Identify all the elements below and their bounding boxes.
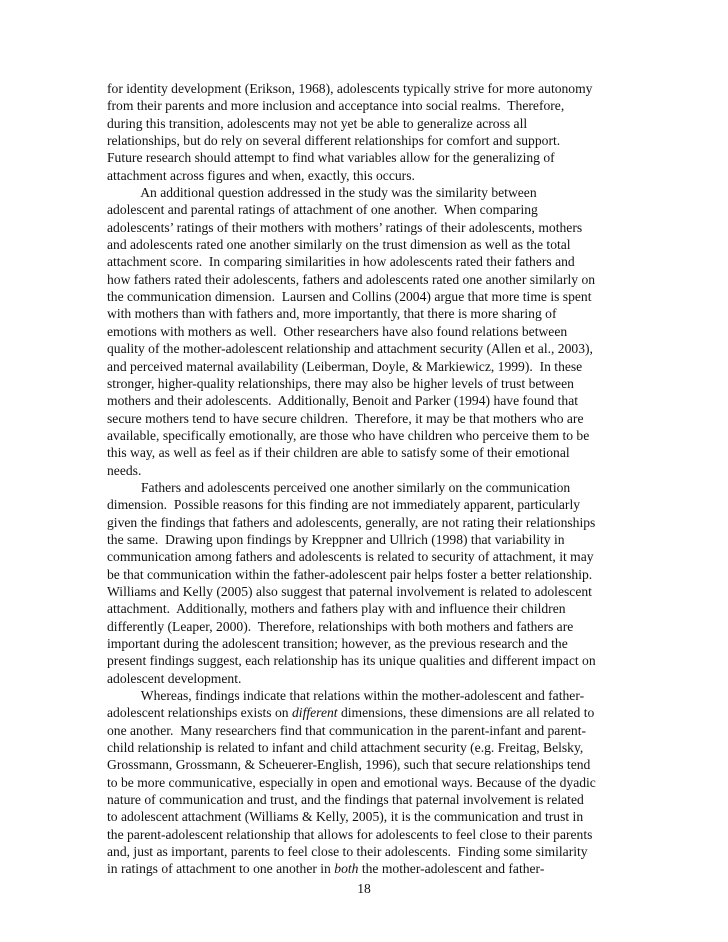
text-segment: child relationship is related to infant and child attachment security (e.g. Freitag, Belsky, — [107, 740, 584, 756]
text-segment: important during the adolescent transition; however, as the previous research and the — [107, 636, 568, 651]
text-segment: adolescent and parental ratings of attachment of one another. When comparing — [107, 202, 538, 218]
text-line — [107, 149, 627, 166]
text-segment: nature of communication and trust, and the findings that paternal involvement is related — [107, 792, 584, 808]
text-line — [107, 167, 627, 184]
text-line — [107, 236, 627, 253]
text-segment: Whereas, findings indicate that relations within the mother-adolescent and father- — [107, 688, 585, 704]
text-line — [107, 410, 627, 427]
text-segment: Fathers and adolescents perceived one another similarly on the communication — [107, 479, 571, 495]
text-line — [107, 652, 627, 669]
text-segment: available, specifically emotionally, are those who have children who perceive them to be — [107, 427, 590, 443]
text-line — [107, 323, 627, 340]
text-segment: differently (Leaper, 2000). Therefore, relationships with both mothers and fathers are — [107, 618, 574, 634]
text-line — [107, 253, 627, 270]
text-segment: present findings suggest, each relationship has its unique qualities and different impact on — [107, 653, 596, 669]
text-segment: the mother-adolescent and father- — [358, 861, 545, 877]
text-segment: relationships, but do rely on several different relationships for comfort and support. — [107, 133, 561, 149]
text-segment: and, just as important, parents to feel close to their adolescents. Finding some similarity — [107, 844, 588, 860]
text-segment: to be more communicative, especially in open and emotional ways. Because of the dyadic — [107, 774, 596, 790]
page-number: 18 — [357, 881, 371, 896]
text-segment: during this transition, adolescents may not yet be able to generalize across all — [107, 115, 528, 131]
text-segment: adolescent development. — [107, 670, 242, 686]
text-segment: to adolescent attachment (Williams & Kelly, 2005), it is the communication and trust in — [107, 809, 584, 825]
text-line — [107, 722, 627, 739]
text-segment: this way, as well as feel as if their children are able to satisfy some of their emotional — [107, 445, 570, 461]
text-segment: in ratings of attachment to one another in — [107, 861, 335, 877]
text-line — [107, 531, 627, 548]
text-segment: for identity development (Erikson, 1968), adolescents typically strive for more autonomy — [107, 81, 593, 96]
text-line — [107, 618, 627, 635]
text-segment: and adolescents rated one another similarly on the trust dimension as well as the total — [107, 237, 571, 253]
text-line — [107, 583, 627, 600]
text-line — [107, 201, 627, 218]
text-segment: the communication dimension. Laursen and Collins (2004) argue that more time is spent — [107, 289, 592, 305]
text-line — [107, 462, 627, 479]
text-line — [107, 774, 627, 791]
text-segment: attachment. Additionally, mothers and fathers play with and influence their children — [107, 601, 566, 617]
text-segment: Future research should attempt to find what variables allow for the generalizing of — [107, 150, 555, 166]
text-line — [107, 704, 627, 721]
text-segment: adolescents’ ratings of their mothers with mothers’ ratings of their adolescents, mothers — [107, 219, 583, 235]
text-line — [107, 808, 627, 825]
text-line — [107, 843, 627, 860]
text-segment: mothers and their adolescents. Additionally, Benoit and Parker (1994) have found that — [107, 393, 579, 409]
text-line — [107, 358, 627, 375]
body-text — [107, 80, 627, 878]
italic-text: both — [334, 861, 359, 877]
text-line — [107, 687, 627, 704]
text-line — [107, 600, 627, 617]
text-segment: attachment score. In comparing similarities in how adolescents rated their fathers and — [107, 254, 575, 270]
text-segment: attachment across figures and when, exactly, this occurs. — [107, 167, 415, 183]
text-segment: communication among fathers and adolescents is related to security of attachment, it may — [107, 549, 594, 565]
text-line — [107, 427, 627, 444]
text-line — [107, 97, 627, 114]
text-segment: dimension. Possible reasons for this finding are not immediately apparent, particularly — [107, 497, 581, 513]
text-segment: the parent-adolescent relationship that allows for adolescents to feel close to their parents — [107, 826, 593, 842]
text-line — [107, 791, 627, 808]
text-segment: quality of the mother-adolescent relationship and attachment security (Allen et al., 2003), — [107, 341, 593, 357]
text-line — [107, 444, 627, 461]
text-line — [107, 496, 627, 513]
text-segment: the same. Drawing upon findings by Kreppner and Ullrich (1998) that variability in — [107, 531, 565, 547]
text-segment: be that communication within the father-adolescent pair helps foster a better relationship. — [107, 566, 593, 582]
text-line — [107, 219, 627, 236]
text-line — [107, 80, 627, 97]
text-segment: adolescent relationships exists on — [107, 705, 292, 721]
text-line — [107, 739, 627, 756]
text-segment: Grossmann, Grossmann, & Scheuerer-English, 1996), such that secure relationships tend — [107, 757, 591, 773]
text-segment: with mothers than with fathers and, more importantly, that there is more sharing of — [107, 306, 557, 322]
text-line — [107, 392, 627, 409]
text-line — [107, 288, 627, 305]
text-segment: from their parents and more inclusion and acceptance into social realms. Therefore, — [107, 98, 565, 114]
text-line — [107, 132, 627, 149]
text-segment: secure mothers tend to have secure children. Therefore, it may be that mothers who are — [107, 410, 584, 426]
text-line — [107, 514, 627, 531]
text-line — [107, 340, 627, 357]
text-segment: Williams and Kelly (2005) also suggest that paternal involvement is related to adolescent — [107, 583, 592, 599]
text-line — [107, 756, 627, 773]
text-segment: dimensions, these dimensions are all related to — [337, 705, 595, 721]
text-line — [107, 375, 627, 392]
text-line — [107, 548, 627, 565]
text-line — [107, 115, 627, 132]
text-segment: how fathers rated their adolescents, fathers and adolescents rated one another similarly on — [107, 271, 596, 287]
text-line — [107, 184, 627, 201]
text-segment: one another. Many researchers find that communication in the parent-infant and parent- — [107, 722, 587, 738]
text-segment: given the findings that fathers and adolescents, generally, are not rating their relationships — [107, 514, 596, 530]
text-segment: and perceived maternal availability (Leiberman, Doyle, & Markiewicz, 1999). In these — [107, 358, 583, 374]
text-segment: stronger, higher-quality relationships, there may also be higher levels of trust between — [107, 375, 574, 391]
text-line — [107, 305, 627, 322]
text-line — [107, 479, 627, 496]
text-line — [107, 826, 627, 843]
text-line — [107, 635, 627, 652]
italic-text: different — [292, 705, 338, 721]
text-segment: An additional question addressed in the study was the similarity between — [107, 185, 537, 201]
text-line — [107, 271, 627, 288]
text-line — [107, 860, 627, 877]
text-segment: emotions with mothers as well. Other researchers have also found relations between — [107, 323, 568, 339]
text-line — [107, 566, 627, 583]
text-segment: needs. — [107, 462, 142, 478]
text-line — [107, 670, 627, 687]
